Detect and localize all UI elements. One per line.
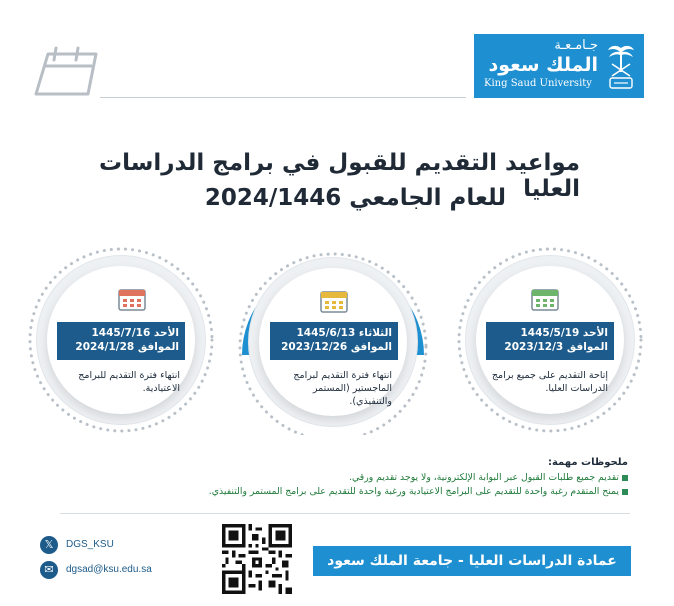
date-hijri: الأحد 1445/5/19 xyxy=(520,327,608,339)
calendar-icon xyxy=(118,287,146,311)
date-band-center xyxy=(270,322,398,360)
calendar-icon xyxy=(531,287,559,311)
calendar-icon xyxy=(320,289,348,313)
note-item: تقديم جميع طلبات القبول عبر البوابة الإلكترونية، ولا يوجد تقديم ورقي. xyxy=(200,472,628,483)
logo-arabic-name: الملك سعود xyxy=(488,54,598,76)
email-address[interactable]: dgsad@ksu.edu.sa xyxy=(66,564,152,575)
date-gregorian: الموافق 2023/12/26 xyxy=(281,341,392,353)
date-band-left xyxy=(57,322,185,360)
ksu-logo xyxy=(474,34,644,98)
date-hijri: الثلاثاء 1445/6/13 xyxy=(296,327,392,339)
x-twitter-icon[interactable]: 𝕏 xyxy=(40,536,58,554)
card-description: انتهاء فترة التقديم لبرامج الماجستير (المستمر والتنفيذي). xyxy=(293,370,392,407)
email-icon[interactable]: ✉ xyxy=(40,561,58,579)
card-description: إتاحة التقديم على جميع برامج الدراسات العليا. xyxy=(491,370,608,394)
note-item: يمنح المتقدم رغبة واحدة للتقديم على البرامج الاعتيادية ورغبة واحدة للتقديم على برامج المستمر والتنفيذي. xyxy=(60,486,628,497)
palm-emblem-icon xyxy=(606,42,636,90)
date-gregorian: الموافق 2024/1/28 xyxy=(75,341,179,353)
logo-arabic-university: جـامـعـة xyxy=(554,38,598,53)
header-divider xyxy=(100,97,466,98)
qr-code[interactable] xyxy=(222,524,292,594)
page-subtitle: للعام الجامعي 2024/1446 xyxy=(204,185,506,211)
logo-english-name: King Saud University xyxy=(484,78,592,89)
twitter-handle[interactable]: DGS_KSU xyxy=(66,539,114,550)
page-title: مواعيد التقديم للقبول في برامج الدراسات العليا xyxy=(98,150,580,202)
notes-heading: ملحوظات مهمة: xyxy=(547,457,628,468)
date-band-right xyxy=(486,322,614,360)
deanship-banner: عمادة الدراسات العليا - جامعة الملك سعود xyxy=(313,546,631,576)
date-gregorian: الموافق 2023/12/3 xyxy=(504,341,608,353)
card-description: انتهاء فترة التقديم للبرامج الاعتيادية. xyxy=(78,370,180,394)
calendar-outline-icon xyxy=(30,46,100,98)
date-hijri: الأحد 1445/7/16 xyxy=(91,327,179,339)
footer-divider xyxy=(60,513,630,514)
